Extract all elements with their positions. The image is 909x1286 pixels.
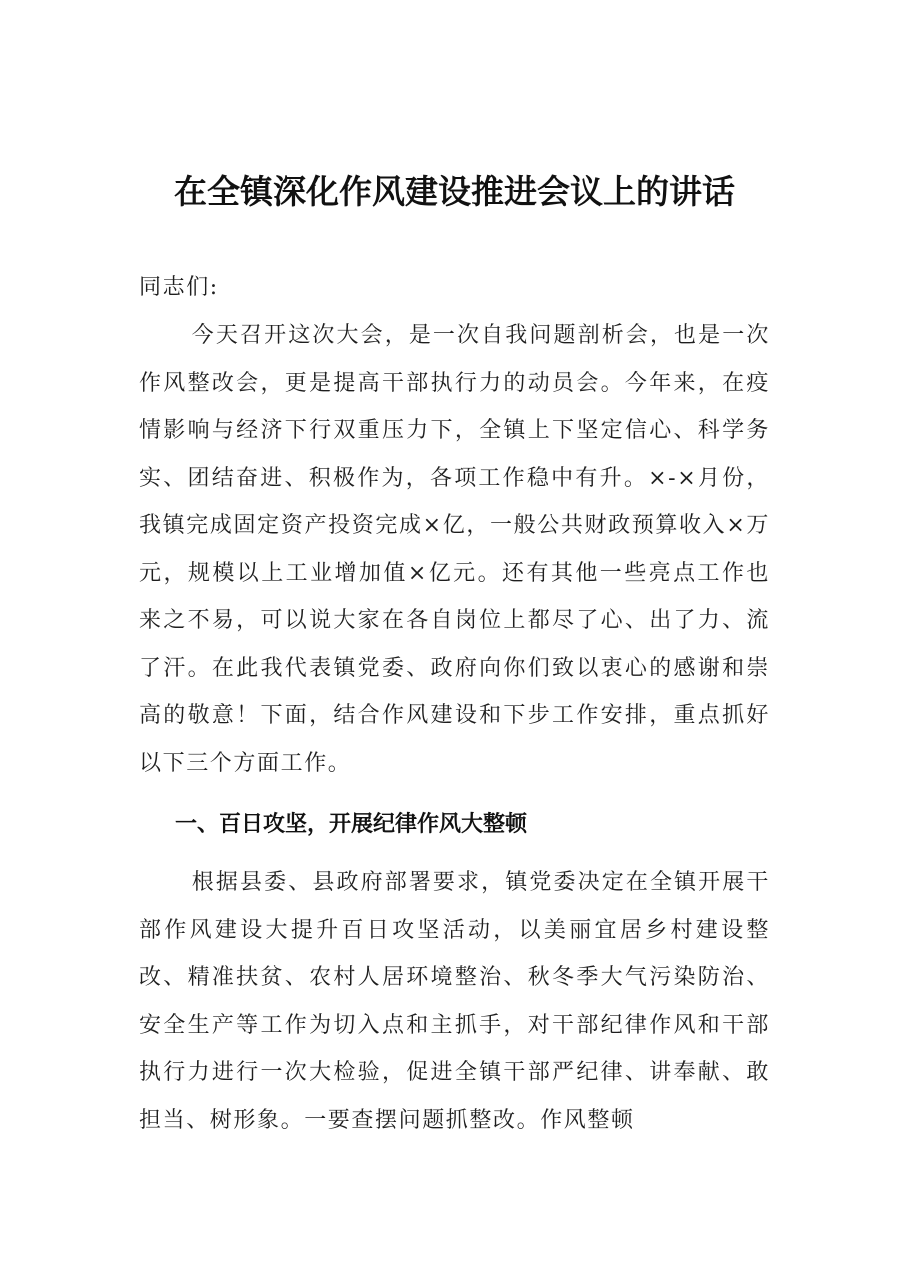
- section-heading-1: 一、百日攻坚，开展纪律作风大整顿: [175, 812, 528, 837]
- paragraph-section-1: 根据县委、县政府部署要求，镇党委决定在全镇开展干部作风建设大提升百日攻坚活动，以美丽宜居乡村建设整改、精准扶贫、农村人居环境整治、秋冬季大气污染防治、安全生产等工作为切入点和主抓手，对干部纪律作风和干部执行力进行一次大检验，促进全镇干部严纪律、讲奉献、敢担当、树形象。一要查摆问题抓整改。作风整顿: [139, 870, 770, 1133]
- document-title: 在全镇深化作风建设推进会议上的讲话: [174, 172, 735, 211]
- salutation: 同志们:: [139, 275, 219, 300]
- paragraph-intro: 今天召开这次大会，是一次自我问题剖析会，也是一次作风整改会，更是提高干部执行力的动员会。今年来，在疫情影响与经济下行双重压力下，全镇上下坚定信心、科学务实、团结奋进、积极作为，各项工作稳中有升。×-×月份，我镇完成固定资产投资完成×亿，一般公共财政预算收入×万元，规模以上工业增加值×亿元。还有其他一些亮点工作也来之不易，可以说大家在各自岗位上都尽了心、出了力、流了汗。在此我代表镇党委、政府向你们致以衷心的感谢和崇高的敬意！下面，结合作风建设和下步工作安排，重点抓好以下三个方面工作。: [139, 323, 770, 776]
